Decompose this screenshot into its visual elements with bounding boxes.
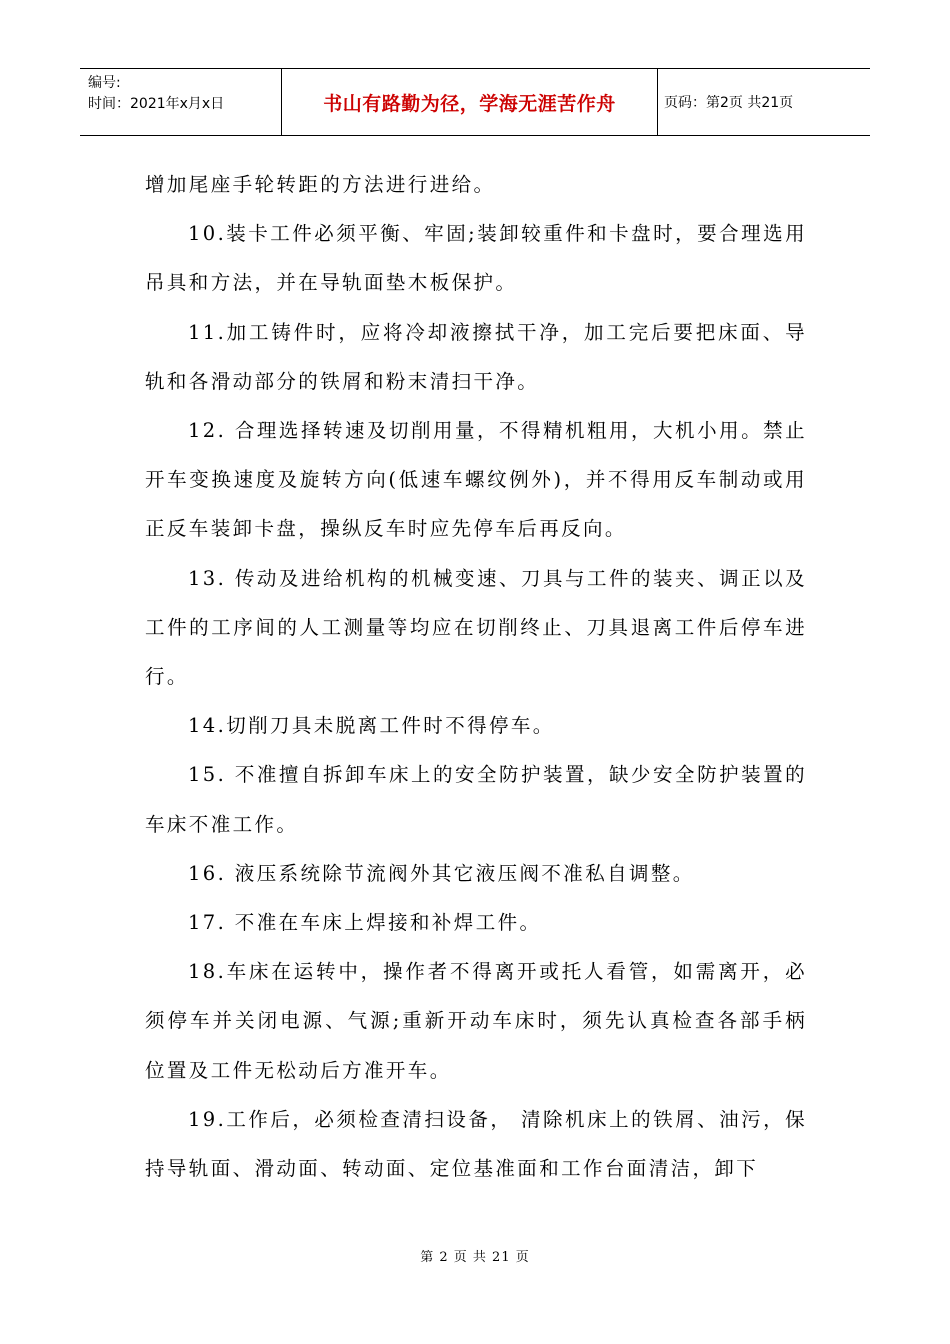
page-footer xyxy=(0,1246,950,1265)
header-motto-cell xyxy=(282,69,658,135)
header-table xyxy=(80,68,870,136)
header-meta-cell xyxy=(80,69,282,135)
footer-page-number: 第 2 页 共 21 页 xyxy=(420,1250,530,1265)
header-motto: 书山有路勤为径，学海无涯苦作舟 xyxy=(323,92,616,115)
document-body xyxy=(145,160,807,1193)
paragraph-item-12: 12. 合理选择转速及切削用量，不得精机粗用，大机小用。禁止开车变换速度及旋转方向(低速车螺纹例外)，并不得用反车制动或用正反车装卸卡盘，操纵反车时应先停车后再反向。 xyxy=(145,419,807,541)
document-date: 时间：2021年x月x日 xyxy=(88,96,225,112)
header-page-info: 页码：第2页 共21页 xyxy=(664,95,794,111)
paragraph-item-11: 11.加工铸件时，应将冷却液擦拭干净，加工完后要把床面、导轨和各滑动部分的铁屑和粉末清扫干净。 xyxy=(145,320,807,393)
paragraph-item-18: 18.车床在运转中，操作者不得离开或托人看管，如需离开，必须停车并关闭电源、气源;重新开动车床时，须先认真检查各部手柄位置及工件无松动后方准开车。 xyxy=(145,960,807,1082)
paragraph-item-13: 13. 传动及进给机构的机械变速、刀具与工件的装夹、调正以及工件的工序间的人工测量等均应在切削终止、刀具退离工件后停车进行。 xyxy=(145,566,807,689)
paragraph-item-14: 14.切削刀具未脱离工件时不得停车。 xyxy=(188,714,555,738)
paragraph-item-17: 17. 不准在车床上焊接和补焊工件。 xyxy=(188,911,542,935)
paragraph-item-15: 15. 不准擅自拆卸车床上的安全防护装置，缺少安全防护装置的车床不准工作。 xyxy=(145,763,807,836)
document-number-label: 编号: xyxy=(88,75,121,91)
paragraph-item-19: 19.工作后，必须检查清扫设备， 清除机床上的铁屑、油污，保持导轨面、滑动面、转动面、定位基准面和工作台面清洁，卸下 xyxy=(145,1107,807,1181)
paragraph-item-16: 16. 液压系统除节流阀外其它液压阀不准私自调整。 xyxy=(188,861,695,885)
paragraph-continuation: 增加尾座手轮转距的方法进行进给。 xyxy=(145,173,496,196)
paragraph-item-10: 10.装卡工件必须平衡、牢固;装卸较重件和卡盘时，要合理选用吊具和方法，并在导轨面垫木板保护。 xyxy=(145,222,807,295)
header-page-cell xyxy=(658,69,870,135)
